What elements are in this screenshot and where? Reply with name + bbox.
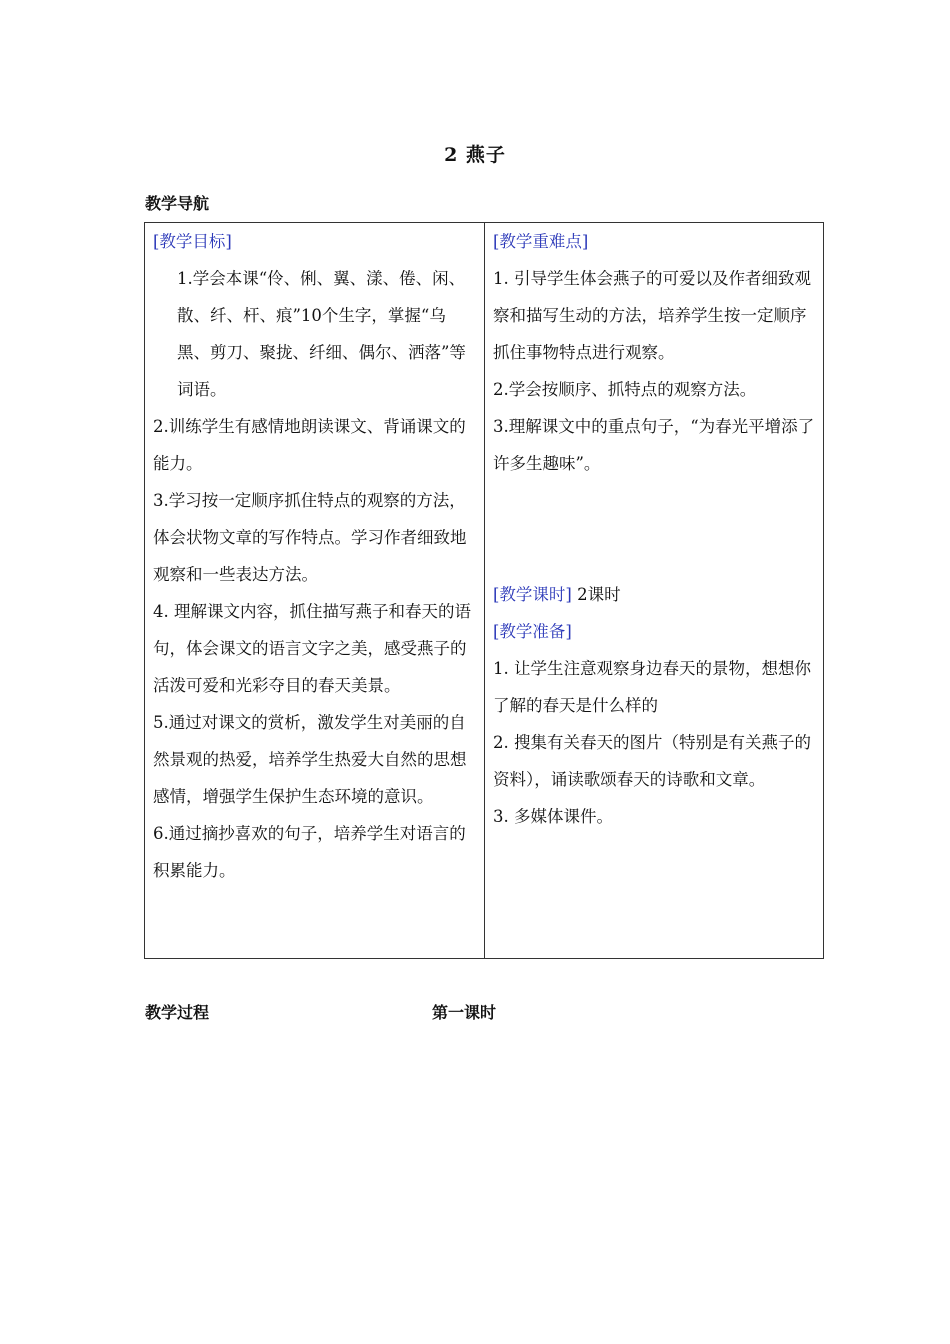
objectives-label: [教学目标]: [153, 232, 232, 251]
section-heading-teaching-guide: 教学导航: [145, 194, 210, 213]
preparation-item: 2. 搜集有关春天的图片（特别是有关燕子的资料），诵读歌颂春天的诗歌和文章。: [493, 733, 811, 789]
class-hours-value: 2课时: [571, 585, 621, 604]
objective-item: 4. 理解课文内容，抓住描写燕子和春天的语句，体会课文的语言文字之美，感受燕子的活泼可爱和光彩夺目的春天美景。: [153, 602, 471, 695]
objective-item: 5.通过对课文的赏析，激发学生对美丽的自然景观的热爱，培养学生热爱大自然的思想感情，增强学生保护生态环境的意识。: [153, 713, 467, 806]
objective-item: 3.学习按一定顺序抓住特点的观察的方法，体会状物文章的写作特点。学习作者细致地观察和一些表达方法。: [153, 491, 467, 584]
preparation-item: 1. 让学生注意观察身边春天的景物，想想你了解的春天是什么样的: [493, 659, 811, 715]
class-hours-label: [教学课时]: [493, 585, 572, 604]
class-hours-line: [493, 576, 817, 613]
table-column-divider: [484, 223, 485, 958]
key-point-item: 2.学会按顺序、抓特点的观察方法。: [493, 380, 757, 399]
teaching-guide-table: [144, 222, 824, 959]
section-heading-first-lesson: 第一课时: [432, 1003, 497, 1022]
page-title: 2 燕子: [444, 144, 506, 166]
objective-item: 2.训练学生有感情地朗读课文、背诵课文的能力。: [153, 417, 466, 473]
key-points-cell: [493, 223, 817, 835]
preparation-label: [教学准备]: [493, 622, 572, 641]
objective-item: 6.通过摘抄喜欢的句子，培养学生对语言的积累能力。: [153, 824, 466, 880]
key-point-item: 3.理解课文中的重点句子，“为春光平增添了许多生趣味”。: [493, 417, 815, 473]
key-points-label: [教学重难点]: [493, 232, 589, 251]
objectives-cell: [153, 223, 475, 889]
key-point-item: 1. 引导学生体会燕子的可爱以及作者细致观察和描写生动的方法，培养学生按一定顺序抓住事物特点进行观察。: [493, 269, 811, 362]
objective-item: 1.学会本课“伶、俐、翼、漾、倦、闲、散、纤、杆、痕”10个生字，掌握“乌黑、剪刀、聚拢、纤细、偶尔、洒落”等词语。: [177, 269, 466, 399]
preparation-item: 3. 多媒体课件。: [493, 807, 613, 826]
cell-spacer: [493, 482, 817, 576]
section-heading-teaching-process: 教学过程: [145, 1003, 210, 1022]
